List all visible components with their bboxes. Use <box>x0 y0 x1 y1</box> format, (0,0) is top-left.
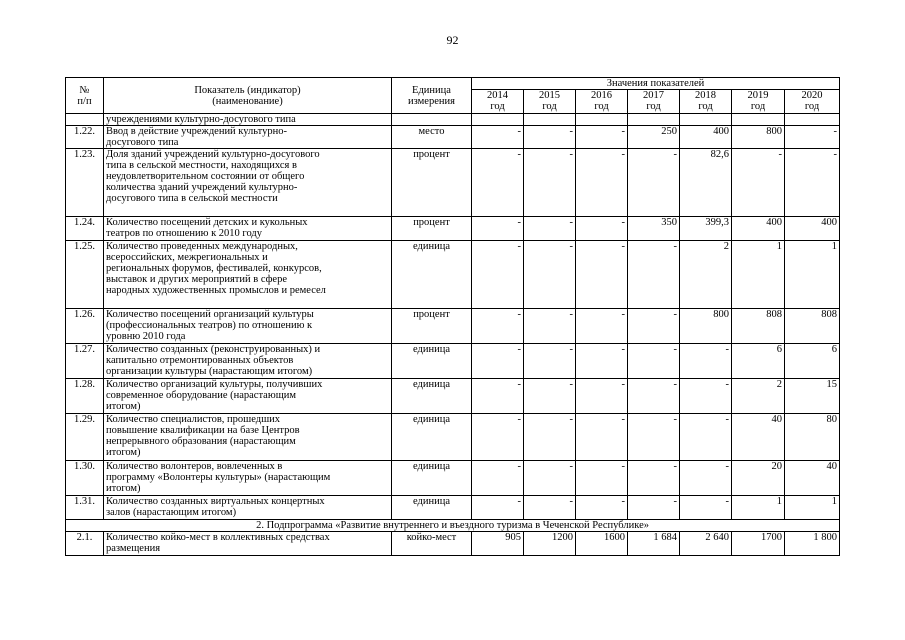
indicator-line: Количество койко-мест в коллективных средствах <box>106 532 330 543</box>
unit: единица <box>392 379 472 414</box>
year-label: 2018 <box>695 90 716 101</box>
value-cell: 6 <box>732 344 785 379</box>
table-row <box>66 241 840 309</box>
value-cell: - <box>576 379 628 414</box>
value-cell: - <box>472 126 524 149</box>
value-cell: - <box>472 414 524 461</box>
indicator-name <box>104 241 392 309</box>
value-cell: 2 <box>732 379 785 414</box>
indicator-line: размещения <box>106 543 161 554</box>
table-row <box>66 149 840 217</box>
unit: процент <box>392 309 472 344</box>
value-cell: - <box>576 149 628 217</box>
value-cell: - <box>472 379 524 414</box>
value-cell: - <box>628 309 680 344</box>
value-cell: - <box>472 344 524 379</box>
unit: койко-мест <box>392 532 472 556</box>
indicator-line: залов (нарастающим итогом) <box>106 507 237 518</box>
value-cell: - <box>576 126 628 149</box>
value-cell: 350 <box>628 217 680 241</box>
indicator-line: Ввод в действие учреждений культурно- <box>106 126 287 137</box>
value-cell: - <box>524 149 576 217</box>
indicator-name <box>104 217 392 241</box>
value-cell: - <box>472 149 524 217</box>
value-cell: 1 <box>785 496 840 520</box>
indicator-line: капитально отремонтированных объектов <box>106 355 294 366</box>
header-year-2018 <box>680 90 732 114</box>
year-label: 2017 <box>643 90 664 101</box>
header-unit: Единица измерения <box>392 78 472 114</box>
unit: единица <box>392 414 472 461</box>
indicator-line: Доля зданий учреждений культурно-досугового <box>106 149 320 160</box>
header-num: № п/п <box>66 78 104 114</box>
year-label: 2016 <box>591 90 612 101</box>
value-cell: 40 <box>785 461 840 496</box>
indicator-line: повышение квалификации на базе Центров <box>106 425 300 436</box>
year-suffix: год <box>750 101 766 112</box>
unit: единица <box>392 241 472 309</box>
value-cell: 800 <box>732 126 785 149</box>
row-number: 1.30. <box>66 461 104 496</box>
indicator-line: региональных форумов, фестивалей, конкурсов, <box>106 263 322 274</box>
value-cell: - <box>628 241 680 309</box>
value-cell: - <box>680 344 732 379</box>
row-number: 1.29. <box>66 414 104 461</box>
value-cell: 15 <box>785 379 840 414</box>
year-suffix: год <box>542 101 557 112</box>
indicator-line: выставок и других мероприятий в сфере <box>106 274 287 285</box>
unit: единица <box>392 461 472 496</box>
value-cell: - <box>576 217 628 241</box>
indicator-line: неудовлетворительном состоянии от общего <box>106 171 305 182</box>
value-cell: 1 800 <box>785 532 840 556</box>
row-number: 1.27. <box>66 344 104 379</box>
section-row <box>66 520 840 532</box>
row-number: 1.22. <box>66 126 104 149</box>
row-number: 1.28. <box>66 379 104 414</box>
indicator-line: современное оборудование (нарастающим <box>106 390 297 401</box>
row-number: 1.24. <box>66 217 104 241</box>
header-values: Значения показателей <box>472 78 840 90</box>
value-cell: - <box>785 126 840 149</box>
indicator-name <box>104 532 392 556</box>
value-cell: - <box>524 496 576 520</box>
indicator-line: Количество посещений организаций культуры <box>106 309 314 320</box>
year-label: 2014 <box>487 90 508 101</box>
table-row <box>66 414 840 461</box>
indicator-line: Количество созданных виртуальных концертных <box>106 496 325 507</box>
indicator-line: досугового типа <box>106 137 179 148</box>
value-cell: 808 <box>785 309 840 344</box>
value-cell: 20 <box>732 461 785 496</box>
year-label: 2020 <box>801 90 823 101</box>
value-cell: - <box>472 217 524 241</box>
value-cell: - <box>472 309 524 344</box>
section-title: 2. Подпрограмма «Развитие внутреннего и въездного туризма в Чеченской Республике» <box>66 520 840 532</box>
value-cell: - <box>785 149 840 217</box>
indicator-line: типа в сельской местности, находящихся в <box>106 160 297 171</box>
continuation-text: учреждениями культурно-досугового типа <box>104 114 392 126</box>
value-cell: - <box>576 496 628 520</box>
indicators-table <box>65 77 840 556</box>
table-row <box>66 344 840 379</box>
value-cell: - <box>524 461 576 496</box>
indicator-line: досугового типа в сельской местности <box>106 193 278 204</box>
value-cell: 400 <box>732 217 785 241</box>
indicator-name <box>104 414 392 461</box>
indicator-line: народных художественных промыслов и ремесел <box>106 285 326 296</box>
header-indicator: Показатель (индикатор) (наименование) <box>104 78 392 114</box>
value-cell: - <box>472 461 524 496</box>
year-label: 2015 <box>539 90 560 101</box>
indicator-line: количества зданий учреждений культурно- <box>106 182 298 193</box>
value-cell: - <box>628 149 680 217</box>
value-cell: 400 <box>680 126 732 149</box>
continuation-row <box>66 114 840 126</box>
header-year-2019 <box>732 90 785 114</box>
value-cell: - <box>628 461 680 496</box>
year-suffix: год <box>698 101 713 112</box>
value-cell: 808 <box>732 309 785 344</box>
value-cell: 400 <box>785 217 840 241</box>
indicator-name <box>104 379 392 414</box>
indicator-name <box>104 461 392 496</box>
value-cell: - <box>472 496 524 520</box>
value-cell: - <box>576 344 628 379</box>
value-cell: 1700 <box>732 532 785 556</box>
value-cell: 82,6 <box>680 149 732 217</box>
row-number: 1.25. <box>66 241 104 309</box>
indicator-name <box>104 149 392 217</box>
row-number: 1.23. <box>66 149 104 217</box>
year-suffix: год <box>804 101 820 112</box>
indicator-name <box>104 126 392 149</box>
table-row <box>66 309 840 344</box>
table-row <box>66 532 840 556</box>
header-year-2020 <box>785 90 840 114</box>
unit: единица <box>392 344 472 379</box>
value-cell: - <box>524 414 576 461</box>
value-cell: - <box>628 379 680 414</box>
table-row <box>66 126 840 149</box>
value-cell: 2 640 <box>680 532 732 556</box>
indicator-line: Количество посещений детских и кукольных <box>106 217 308 228</box>
value-cell: - <box>524 217 576 241</box>
header-year-2014 <box>472 90 524 114</box>
indicator-line: непрерывного образования (нарастающим <box>106 436 296 447</box>
indicator-line: (профессиональных театров) по отношению к <box>106 320 313 331</box>
indicator-line: организации культуры (нарастающим итогом) <box>106 366 313 377</box>
value-cell: 1 684 <box>628 532 680 556</box>
unit: место <box>392 126 472 149</box>
indicator-line: Количество организаций культуры, получивших <box>106 379 323 390</box>
value-cell: - <box>628 344 680 379</box>
value-cell: 2 <box>680 241 732 309</box>
indicator-line: Количество волонтеров, вовлеченных в <box>106 461 283 472</box>
indicator-line: театров по отношению к 2010 году <box>106 228 263 239</box>
value-cell: - <box>524 241 576 309</box>
value-cell: 1 <box>732 241 785 309</box>
table-row <box>66 496 840 520</box>
value-cell: - <box>680 379 732 414</box>
unit: процент <box>392 149 472 217</box>
indicator-line: программу «Волонтеры культуры» (нарастающим <box>106 472 331 483</box>
year-suffix: год <box>594 101 609 112</box>
indicator-line: всероссийских, межрегиональных и <box>106 252 268 263</box>
value-cell: - <box>628 496 680 520</box>
value-cell: - <box>524 344 576 379</box>
row-number: 1.31. <box>66 496 104 520</box>
value-cell: 1 <box>732 496 785 520</box>
value-cell: - <box>576 461 628 496</box>
value-cell: 80 <box>785 414 840 461</box>
indicator-line: итогом) <box>106 447 141 458</box>
value-cell: 6 <box>785 344 840 379</box>
header-year-2015 <box>524 90 576 114</box>
unit: процент <box>392 217 472 241</box>
value-cell: - <box>524 379 576 414</box>
indicator-line: Количество созданных (реконструированных) и <box>106 344 321 355</box>
value-cell: 250 <box>628 126 680 149</box>
value-cell: 399,3 <box>680 217 732 241</box>
unit: единица <box>392 496 472 520</box>
indicator-line: итогом) <box>106 401 141 412</box>
table-row <box>66 461 840 496</box>
value-cell: 800 <box>680 309 732 344</box>
value-cell: 40 <box>732 414 785 461</box>
year-suffix: год <box>646 101 661 112</box>
row-number: 1.26. <box>66 309 104 344</box>
indicator-line: уровню 2010 года <box>106 331 186 342</box>
header-year-2016 <box>576 90 628 114</box>
value-cell: - <box>680 496 732 520</box>
row-number: 2.1. <box>66 532 104 556</box>
indicator-name <box>104 496 392 520</box>
value-cell: 1 <box>785 241 840 309</box>
header-row-1 <box>66 78 840 90</box>
value-cell: - <box>732 149 785 217</box>
value-cell: - <box>576 241 628 309</box>
indicator-line: Количество проведенных международных, <box>106 241 298 252</box>
value-cell: - <box>524 309 576 344</box>
table-row <box>66 217 840 241</box>
value-cell: - <box>472 241 524 309</box>
value-cell: - <box>576 414 628 461</box>
value-cell: - <box>576 309 628 344</box>
year-suffix: год <box>490 101 505 112</box>
year-label: 2019 <box>747 90 769 101</box>
page-number: 92 <box>446 33 459 47</box>
value-cell: - <box>680 461 732 496</box>
value-cell: - <box>524 126 576 149</box>
indicator-line: итогом) <box>106 483 141 494</box>
indicator-name <box>104 344 392 379</box>
indicator-name <box>104 309 392 344</box>
value-cell: 905 <box>472 532 524 556</box>
header-year-2017 <box>628 90 680 114</box>
value-cell: - <box>680 414 732 461</box>
value-cell: 1600 <box>576 532 628 556</box>
value-cell: 1200 <box>524 532 576 556</box>
table-row <box>66 379 840 414</box>
value-cell: - <box>628 414 680 461</box>
indicator-line: Количество специалистов, прошедших <box>106 414 281 425</box>
